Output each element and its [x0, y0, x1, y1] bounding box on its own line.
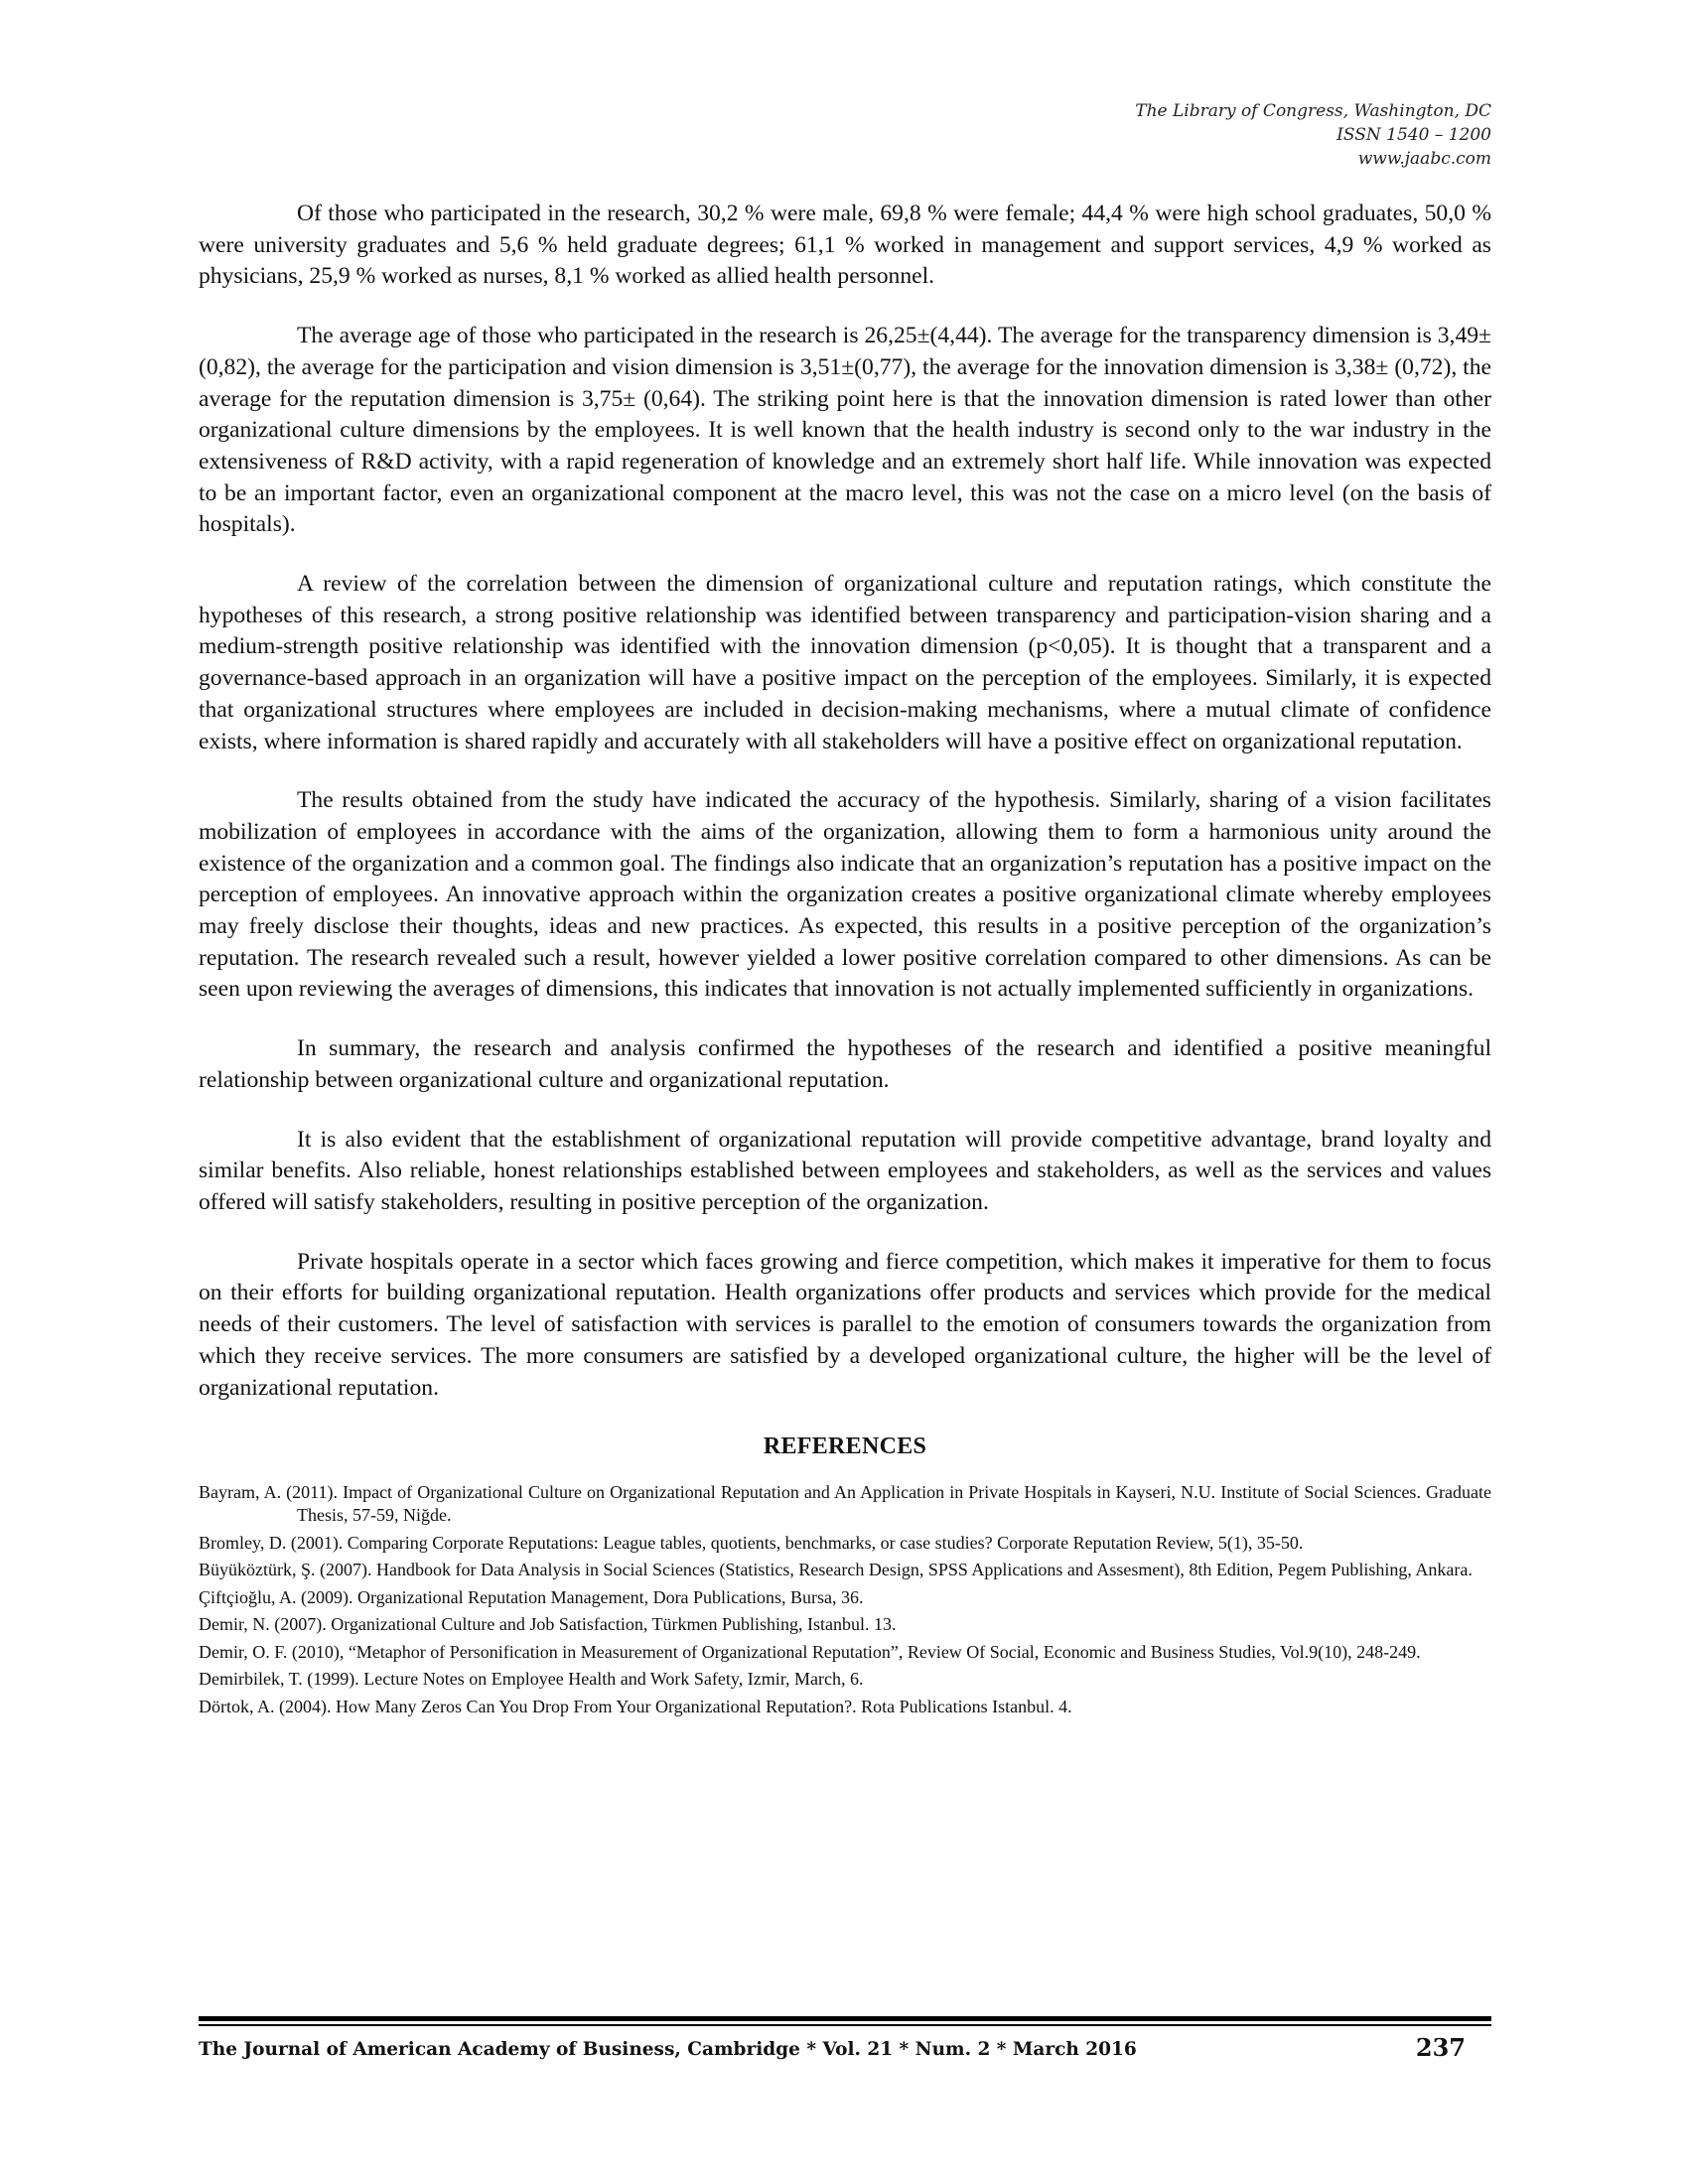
header-issn-line: ISSN 1540 – 1200: [1336, 125, 1491, 145]
reference-item: Büyüköztürk, Ş. (2007). Handbook for Data Analysis in Social Sciences (Statistics, Research Design, SPSS Applications and Assesment), 8th Edition, Pegem Publishing, Ankara.: [199, 1560, 1473, 1580]
footer-rule-thin: [199, 2024, 1491, 2026]
header-library-line: The Library of Congress, Washington, DC: [1135, 101, 1491, 121]
reference-item: Demir, O. F. (2010), “Metaphor of Personification in Measurement of Organizational Reputation”, Review Of Social, Economic and Business Studies, Vol.9(10), 248-249.: [199, 1641, 1421, 1662]
paragraph-correlation: A review of the correlation between the dimension of organizational culture and reputation ratings, which constitute the hypotheses of this research, a strong positive relationship was identified between transparency and participation-vision sharing and a medium-strength positive relationship was identified with the innovation dimension (p<0,05). It is thought that a transparent and a governance-based approach in an organization will have a positive impact on the perception of the employees. Similarly, it is expected that organizational structures where employees are included in decision-making mechanisms, where a mutual climate of confidence exists, where information is shared rapidly and accurately with all stakeholders will have a positive effect on organizational reputation.: [199, 571, 1491, 754]
page: [199, 0, 1491, 2184]
paragraph-results: The results obtained from the study have indicated the accuracy of the hypothesis. Similarly, sharing of a vision facilitates mobilization of employees in accordance with the aims of the organization, allowing them to form a harmonious unity around the existence of the organization and a common goal. The findings also indicate that an organization’s reputation has a positive impact on the perception of employees. An innovative approach within the organization creates a positive organizational climate whereby employees may freely disclose their thoughts, ideas and new practices. As expected, this results in a positive perception of the organization’s reputation. The research revealed such a result, however yielded a lower positive correlation compared to other dimensions. As can be seen upon reviewing the averages of dimensions, this indicates that innovation is not actually implemented sufficiently in organizations.: [199, 787, 1491, 1003]
running-header: [1135, 99, 1491, 171]
paragraph-private-hospitals: Private hospitals operate in a sector which faces growing and fierce competition, which makes it imperative for them to focus on their efforts for building organizational reputation. Health organizations offer products and services which provide for the medical needs of their customers. The level of satisfaction with services is parallel to the emotion of consumers towards the organization from which they receive services. The more consumers are satisfied by a developed organizational culture, the higher will be the level of organizational reputation.: [199, 1248, 1491, 1401]
article-body: [199, 199, 1491, 1722]
footer-rule-thick: [199, 2016, 1491, 2021]
reference-item: Demirbilek, T. (1999). Lecture Notes on Employee Health and Work Safety, Izmir, March, 6.: [199, 1669, 864, 1690]
reference-item: Bromley, D. (2001). Comparing Corporate Reputations: League tables, quotients, benchmarks, or case studies? Corporate Reputation Review, 5(1), 35-50.: [199, 1532, 1304, 1553]
reference-item: Bayram, A. (2011). Impact of Organizational Culture on Organizational Reputation and An Application in Private Hospitals in Kayseri, N.U. Institute of Social Sciences. Graduate Thesis, 57-59, Niğde.: [199, 1481, 1491, 1526]
paragraph-advantage: It is also evident that the establishment of organizational reputation will provide competitive advantage, brand loyalty and similar benefits. Also reliable, honest relationships established between employees and stakeholders, as well as the services and values offered will satisfy stakeholders, resulting in positive perception of the organization.: [199, 1126, 1491, 1215]
references-list: [199, 1481, 1491, 1719]
page-number: 237: [1415, 2033, 1466, 2062]
reference-item: Demir, N. (2007). Organizational Culture and Job Satisfaction, Türkmen Publishing, Istanbul. 13.: [199, 1614, 897, 1635]
paragraph-summary: In summary, the research and analysis confirmed the hypotheses of the research and identified a positive meaningful relationship between organizational culture and organizational reputation.: [199, 1035, 1491, 1093]
references-heading: REFERENCES: [763, 1433, 927, 1460]
reference-item: Dörtok, A. (2004). How Many Zeros Can You Drop From Your Organizational Reputation?. Rota Publications Istanbul. 4.: [199, 1696, 1072, 1716]
footer-journal-citation: The Journal of American Academy of Business, Cambridge * Vol. 21 * Num. 2 * March 2016: [199, 2039, 1137, 2060]
paragraph-demographics: Of those who participated in the research, 30,2 % were male, 69,8 % were female; 44,4 % were high school graduates, 50,0 % were university graduates and 5,6 % held graduate degrees; 61,1 % worked in management and support services, 4,9 % worked as physicians, 25,9 % worked as nurses, 8,1 % worked as allied health personnel.: [199, 201, 1491, 290]
header-website-link[interactable]: www.jaabc.com: [1357, 149, 1491, 169]
paragraph-averages: The average age of those who participated in the research is 26,25±(4,44). The average for the transparency dimension is 3,49±(0,82), the average for the participation and vision dimension is 3,51±(0,77), the average for the innovation dimension is 3,38± (0,72), the average for the reputation dimension is 3,75± (0,64). The striking point here is that the innovation dimension is rated lower than other organizational culture dimensions by the employees. It is well known that the health industry is second only to the war industry in the extensiveness of R&D activity, with a rapid regeneration of knowledge and an extremely short half life. While innovation was expected to be an important factor, even an organizational component at the macro level, this was not the case on a micro level (on the basis of hospitals).: [199, 323, 1491, 538]
reference-item: Çiftçioğlu, A. (2009). Organizational Reputation Management, Dora Publications, Bursa, 36.: [199, 1586, 864, 1607]
